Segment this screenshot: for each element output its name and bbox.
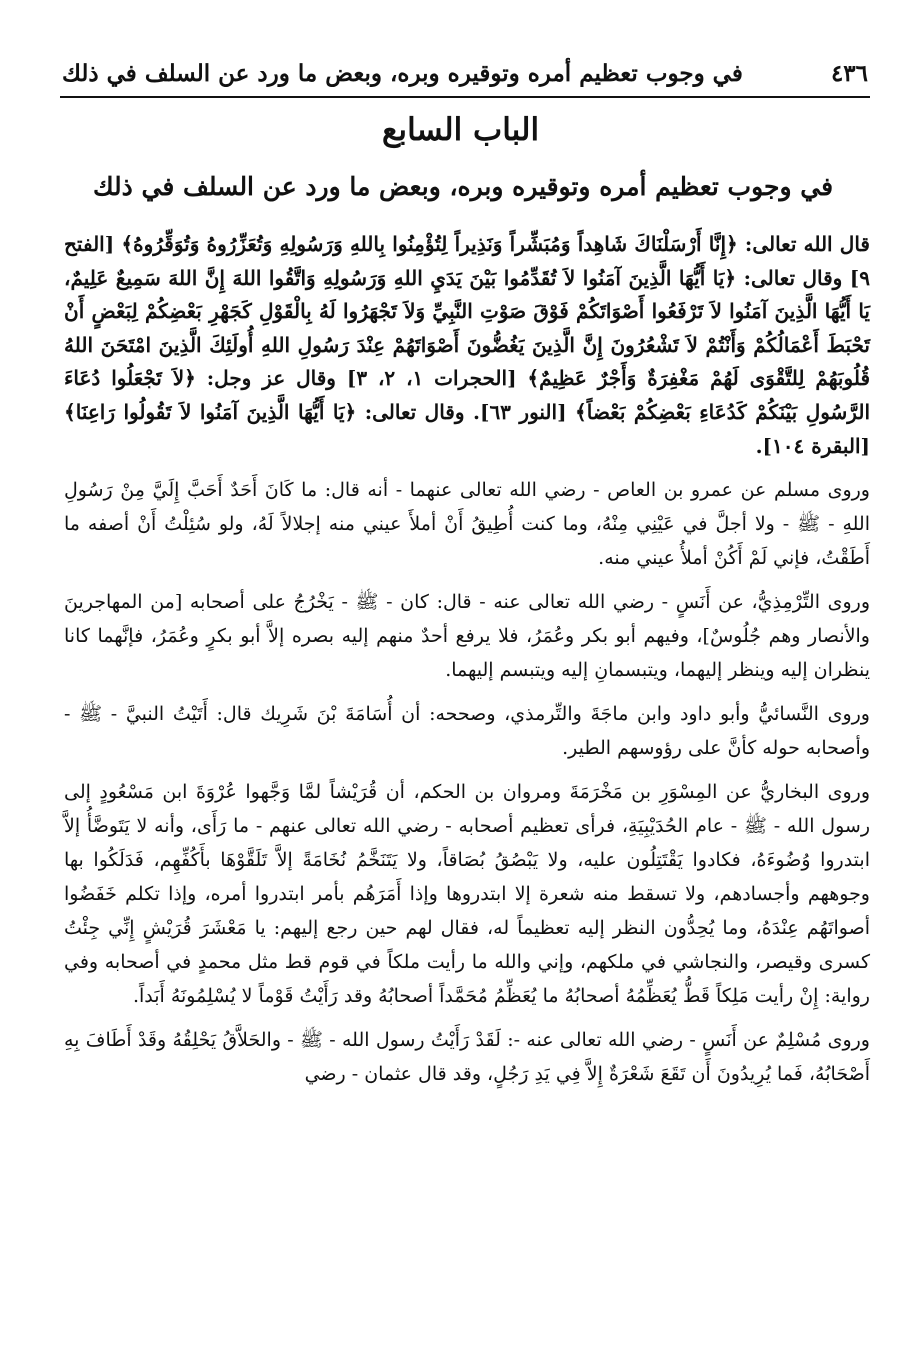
hadith-muslim-paragraph: وروى مسلم عن عمرو بن العاص - رضي الله تعالى عنهما - أنه قال: ما كَانَ أَحَدٌ أَحَبَّ إِلَيَّ مِنْ رَسُولِ اللهِ - ﷺ - ولا أجلَّ في عَيْنِي مِنْهُ، وما كنت أُطِيقُ أَنْ أملأَ عيني منه إجلالاً لَهُ، ولو سُئِلْتُ أَنْ أصفه ما أَطَقْتُ، فإني لَمْ أَكُنْ أملأُ عيني منه. — [64, 479, 870, 570]
chapter-subtitle: في وجوب تعظيم أمره وتوقيره وبره، وبعض ما ورد عن السلف في ذلك — [92, 172, 834, 201]
chapter-title: الباب السابع — [381, 112, 540, 148]
page-header — [62, 52, 868, 94]
hadith-nasai-paragraph: وروى النَّسائيُّ وأبو داود وابن ماجَةَ والتِّرمذي، وصححه: أن أُسَامَةَ بْنَ شَرِيك قال: أَتَيْتُ النبيَّ - ﷺ - وأصحابه حوله كأنَّ على رؤوسهم الطير. — [64, 703, 870, 760]
hadith-anas-paragraph: وروى مُسْلِمٌ عن أَنَسٍ - رضي الله تعالى عنه -: لَقَدْ رَأَيْتُ رسول الله - ﷺ - والحَلاَّقُ يَحْلِقُهُ وقَدْ أَطَافَ بِهِ أَصْحَابُهُ، فَما يُرِيدُونَ أَن تَقَعَ شَعْرَةٌ إِلاَّ فِي يَدِ رَجُلٍ، وقد قال عثمان - رضي — [64, 1029, 870, 1086]
header-rule — [60, 96, 870, 98]
quran-verses-paragraph: قال الله تعالى: ﴿إِنَّا أَرْسَلْنَاكَ شَاهِداً وَمُبَشِّراً وَنَذِيراً لِتُؤْمِنُوا بِاللهِ وَرَسُولِهِ وَتُعَزِّرُوهُ وَتُوَقِّرُوهُ﴾ [الفتح ٩] وقال تعالى: ﴿يَا أَيُّهَا الَّذِينَ آمَنُوا لاَ تُقَدِّمُوا بَيْنَ يَدَيِ اللهِ وَرَسُولِهِ وَاتَّقُوا اللهَ إِنَّ اللهَ سَمِيعٌ عَلِيمٌ، يَا أَيُّهَا الَّذِينَ آمَنُوا لاَ تَرْفَعُوا أَصْوَاتَكُمْ فَوْقَ صَوْتِ النَّبِيِّ وَلاَ تَجْهَرُوا لَهُ بِالْقَوْلِ كَجَهْرِ بَعْضِكُمْ لِبَعْضٍ أَنْ تَحْبَطَ أَعْمَالُكُمْ وَأَنْتُمْ لاَ تَشْعُرُونَ إِنَّ الَّذِينَ يَغُضُّونَ أَصْوَاتَهُمْ عِنْدَ رَسُولِ اللهِ أُولَئِكَ الَّذِينَ امْتَحَنَ اللهُ قُلُوبَهُمْ لِلتَّقْوَى لَهُمْ مَغْفِرَةٌ وَأَجْرٌ عَظِيمٌ﴾ [الحجرات ١، ٢، ٣] وقال عز وجل: ﴿لاَ تَجْعَلُوا دُعَاءَ الرَّسُولِ بَيْنَكُمْ كَدُعَاءِ بَعْضِكُمْ بَعْضاً﴾ [النور ٦٣]. وقال تعالى: ﴿يَا أَيُّهَا الَّذِينَ آمَنُوا لاَ تَقُولُوا رَاعِنَا﴾ [البقرة ١٠٤]. — [64, 232, 871, 458]
hadith-tirmidhi-paragraph: وروى التِّرْمِذِيُّ، عن أَنَسٍ - رضي الله تعالى عنه - قال: كان - ﷺ - يَخْرُجُ على أصحابه [من المهاجرينَ والأنصار وهم جُلُوسٌ]، وفيهم أبو بكر وعُمَرُ، فلا يرفع أحدٌ منهم إليه بصره إلاَّ أبو بكرٍ وعُمَرُ، فإنَّهما كانا ينظران إليه وينظر إليهما، ويتبسمانِ إليه ويتبسم إليهما. — [64, 591, 870, 682]
running-title: في وجوب تعظيم أمره وتوقيره وبره، وبعض ما ورد عن السلف في ذلك — [62, 59, 743, 87]
page-number: ٤٣٦ — [830, 59, 868, 87]
hadith-bukhari-paragraph: وروى البخاريُّ عن المِسْوَرِ بن مَخْرَمَةَ ومروان بن الحكم، أن قُرَيْشاً لمَّا وَجَّهوا عُرْوَةَ ابن مَسْعُودٍ إلى رسول الله - ﷺ - عام الحُدَيْبِيَةِ، فرأى تعظيم أصحابه - رضي الله تعالى عنهم - ما رَأَى، وأنه لا يَتَوضَّأُ إلاَّ ابتدروا وُضُوءَهُ، فكادوا يَقْتَتِلُون عليه، ولا يَبْصُقُ بُصَاقاً، ولا يَتَنَخَّمُ نُخَامَةً إلاَّ تَلَقَّوْهَا بأَكُفِّهِم، فَدَلَكُوا بها وجوههم وأجسادهم، ولا تسقط منه شعرة إلا ابتدروها وإذا أَمَرَهُم بأمر ابتدروا أمره، وإذا تكلم خَفَضُوا أصواتَهُم عِنْدَهُ، وما يُحِدُّون النظر إليه تعظيماً له، فقال لهم حين رجع إليهم: يا مَعْشَرَ قُرَيْشٍ إِنِّي جِئْتُ كسرى وقيصر، والنجاشي في ملكهم، وإني والله ما رأيت ملكاً في قوم قط مثل محمدٍ في أصحابه وفي رواية: إِنْ رأيت مَلِكاً قَطُّ يُعَظِّمُهُ أصحابُهُ ما يُعَظِّمُ مُحَمَّداً أصحابُهُ وقد رَأَيْتُ قَوْماً لا يُسْلِمُونَهُ أَبَداً. — [64, 781, 870, 1008]
body-text — [64, 228, 870, 1091]
